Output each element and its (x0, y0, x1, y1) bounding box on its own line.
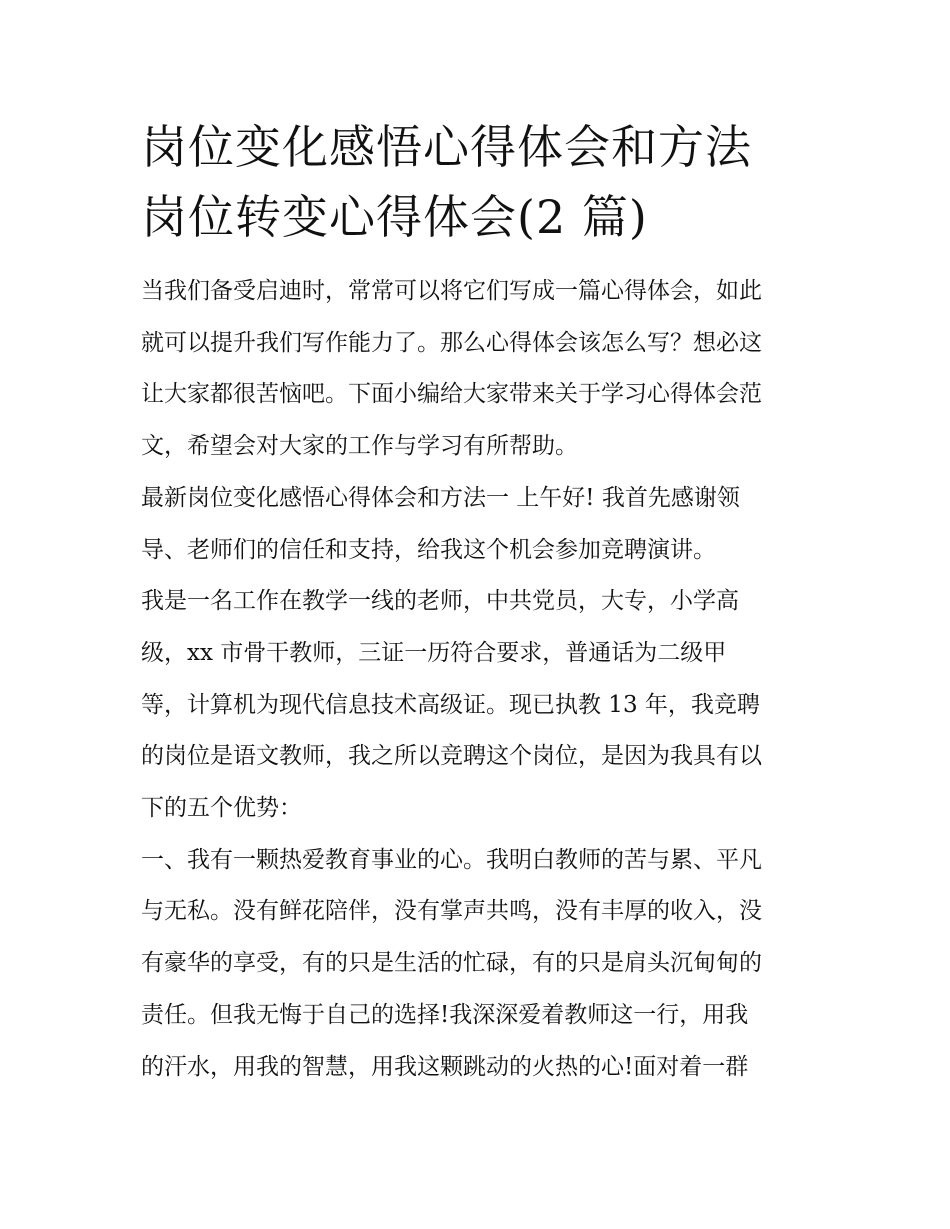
document-title (141, 112, 813, 252)
text-line: 下的五个优势： (141, 795, 302, 822)
text-line: 与无私。没有鲜花陪伴，没有掌声共鸣，没有丰厚的收入，没 (141, 898, 762, 925)
text-line: 导、老师们的信任和支持，给我这个机会参加竞聘演讲。 (141, 536, 716, 563)
text-line: 当我们备受启迪时，常常可以将它们写成一篇心得体会，如此 (141, 278, 762, 304)
document-body (141, 266, 813, 1093)
text-line: 文，希望会对大家的工作与学习有所帮助。 (141, 433, 578, 460)
text-line: 级，xx 市骨干教师，三证一历符合要求，普通话为二级甲 (141, 639, 727, 666)
text-line: 的岗位是语文教师，我之所以竞聘这个岗位，是因为我具有以 (141, 743, 762, 770)
document-page (141, 112, 813, 1093)
paragraph-intro (141, 266, 813, 473)
text-line: 一、我有一颗热爱教育事业的心。我明白教师的苦与累、平凡 (141, 846, 762, 873)
title-line: 岗位转变心得体会(2 篇) (141, 190, 648, 244)
text-line: 的汗水，用我的智慧，用我这颗跳动的火热的心!面对着一群 (141, 1053, 749, 1080)
text-line: 责任。但我无悔于自己的选择!我深深爱着教师这一行，用我 (141, 1001, 749, 1028)
paragraph-greeting (141, 473, 813, 576)
title-line: 岗位变化感悟心得体会和方法 (141, 120, 752, 174)
paragraph-advantage-one (141, 835, 813, 1094)
text-line: 最新岗位变化感悟心得体会和方法一 上午好! 我首先感谢领 (141, 484, 740, 511)
text-line: 让大家都很苦恼吧。下面小编给大家带来关于学习心得体会范 (141, 381, 762, 408)
text-line: 我是一名工作在教学一线的老师，中共党员，大专，小学高 (141, 588, 739, 615)
text-line: 有豪华的享受，有的只是生活的忙碌，有的只是肩头沉甸甸的 (141, 950, 762, 977)
text-line: 等，计算机为现代信息技术高级证。现已执教 13 年，我竞聘 (141, 691, 760, 718)
text-line: 就可以提升我们写作能力了。那么心得体会该怎么写？想必这 (141, 329, 762, 356)
paragraph-self-introduction (141, 576, 813, 835)
